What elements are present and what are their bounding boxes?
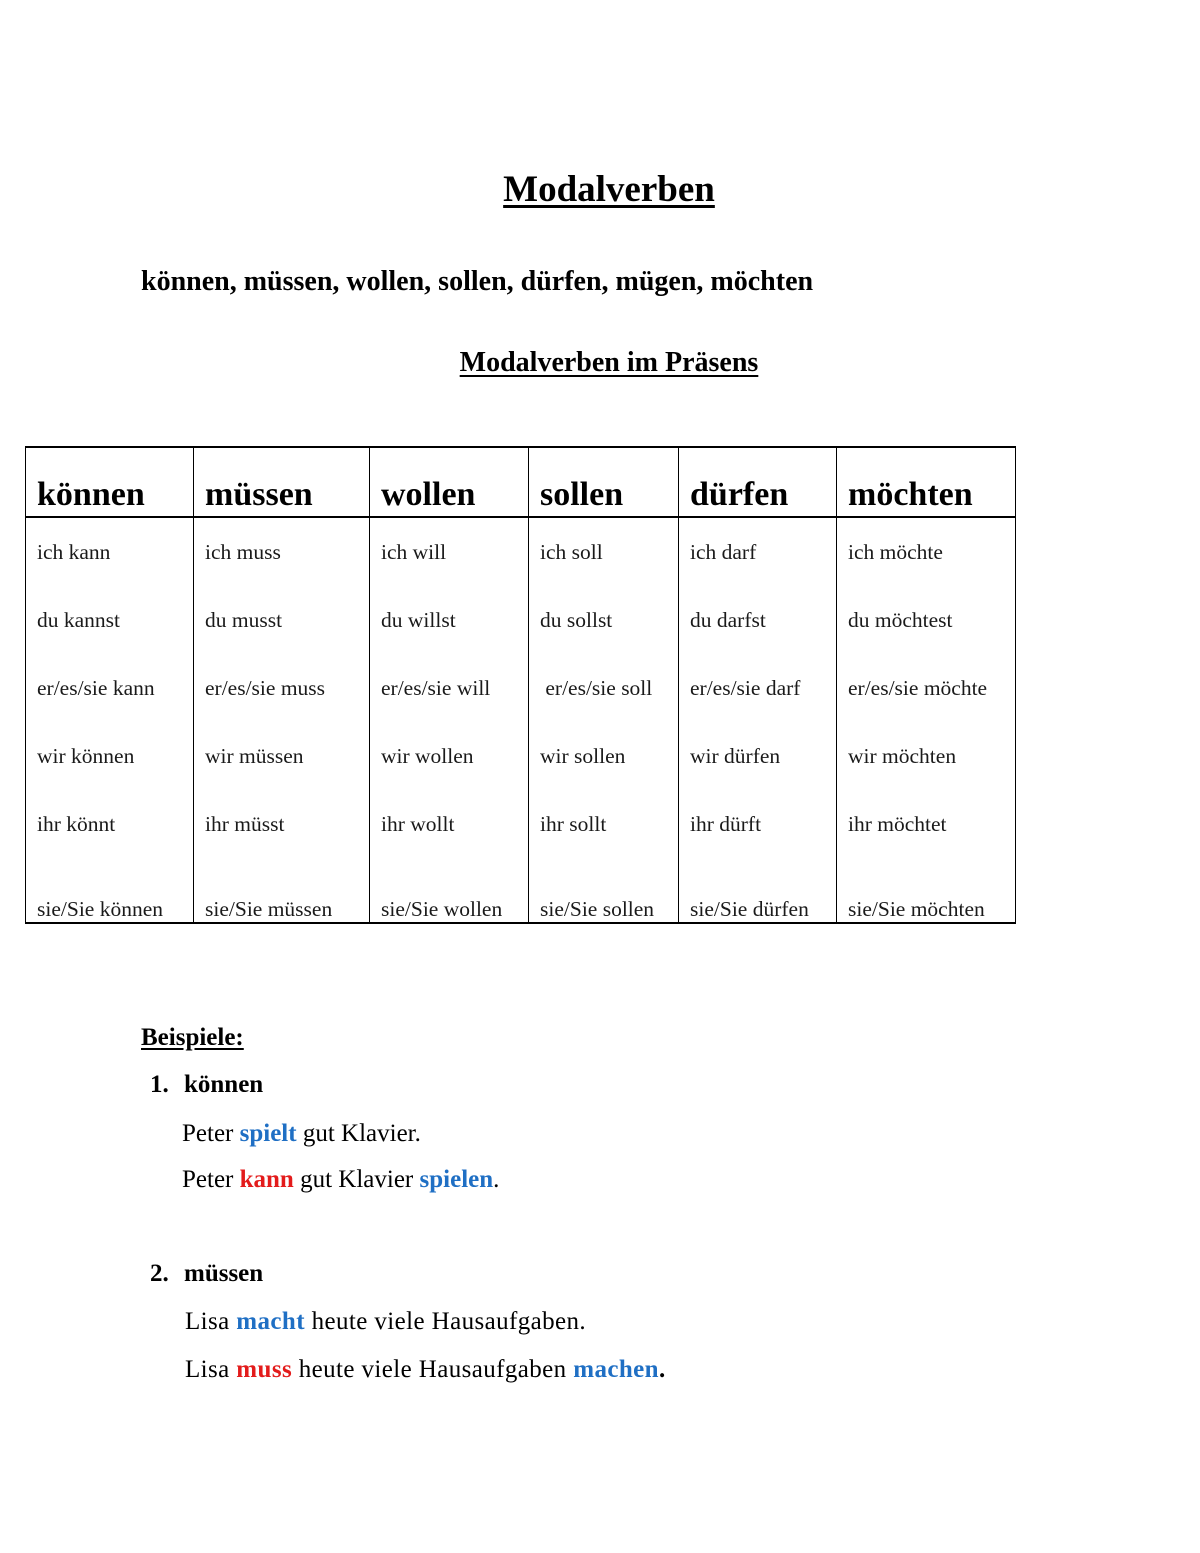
sentence-text: heute viele Hausaufgaben. [304,1308,587,1335]
modal-verb: muss [236,1356,293,1383]
table-cell: du willst [370,586,529,654]
table-cell: ihr möchtet [837,790,1016,858]
sentence-text: Lisa [185,1356,237,1383]
column-header: wollen [370,447,529,517]
table-cell: du musst [194,586,370,654]
sentence-text: gut Klavier [293,1166,420,1193]
table-cell: ich soll [529,517,679,586]
table-cell: wir wollen [370,722,529,790]
table-row [26,517,1016,586]
table-cell: ich darf [679,517,837,586]
conjugation-table [25,446,1016,924]
table-row [26,790,1016,858]
modal-verb-list: können, müssen, wollen, sollen, dürfen, mügen, möchten [141,266,814,297]
table-cell: ihr sollt [529,790,679,858]
column-header: müssen [194,447,370,517]
table-cell: wir möchten [837,722,1016,790]
table-cell: wir können [26,722,194,790]
table-header-row [26,447,1016,517]
examples-heading: Beispiele: [141,1024,244,1051]
table-cell: er/es/sie möchte [837,654,1016,722]
example-item-heading [150,1260,263,1288]
table-cell: wir müssen [194,722,370,790]
table-cell: sie/Sie müssen [194,858,370,923]
sentence-text: heute viele Hausaufgaben [292,1356,574,1383]
table-cell: ihr wollt [370,790,529,858]
sentence-text: . [658,1356,666,1383]
column-header: dürfen [679,447,837,517]
sentence-text: Peter [182,1166,240,1193]
column-header: möchten [837,447,1016,517]
page-title: Modalverben [503,169,715,210]
table-cell: ihr dürft [679,790,837,858]
infinitive-verb: machen [573,1356,659,1383]
table-cell: du sollst [529,586,679,654]
table-cell: sie/Sie können [26,858,194,923]
table-cell: ihr könnt [26,790,194,858]
example-item-heading [150,1071,263,1099]
table-cell: sie/Sie wollen [370,858,529,923]
table-cell: ich kann [26,517,194,586]
table-cell: er/es/sie muss [194,654,370,722]
sentence-text: Lisa [185,1308,237,1335]
table-cell: er/es/sie darf [679,654,837,722]
table-cell: wir dürfen [679,722,837,790]
section-title: Modalverben im Präsens [459,347,759,378]
sentence-text: . [493,1166,500,1193]
table-cell: wir sollen [529,722,679,790]
example-number: 1. [150,1071,169,1098]
table-cell: er/es/sie will [370,654,529,722]
table-cell: er/es/sie kann [26,654,194,722]
table-cell: du möchtest [837,586,1016,654]
table-cell: sie/Sie möchten [837,858,1016,923]
infinitive-verb: spielen [419,1166,494,1193]
example-sentence [182,1166,499,1194]
example-number: 2. [150,1260,169,1287]
example-sentence [185,1308,586,1336]
conjugated-verb: macht [236,1308,305,1335]
table-cell: ich möchte [837,517,1016,586]
modal-verb: kann [239,1166,294,1193]
table-row [26,586,1016,654]
column-header: sollen [529,447,679,517]
example-sentence [185,1356,666,1384]
example-verb: können [184,1071,264,1098]
table-cell: sie/Sie dürfen [679,858,837,923]
table-cell: er/es/sie soll [529,654,679,722]
table-cell: ich will [370,517,529,586]
sentence-text: Peter [182,1120,240,1147]
table-cell: du darfst [679,586,837,654]
table-cell: du kannst [26,586,194,654]
conjugated-verb: spielt [239,1120,297,1147]
table-cell: sie/Sie sollen [529,858,679,923]
example-verb: müssen [184,1260,264,1287]
table-row [26,654,1016,722]
table-cell: ihr müsst [194,790,370,858]
example-sentence [182,1120,421,1148]
table-row [26,858,1016,923]
table-row [26,722,1016,790]
sentence-text: gut Klavier. [296,1120,421,1147]
table-cell: ich muss [194,517,370,586]
column-header: können [26,447,194,517]
